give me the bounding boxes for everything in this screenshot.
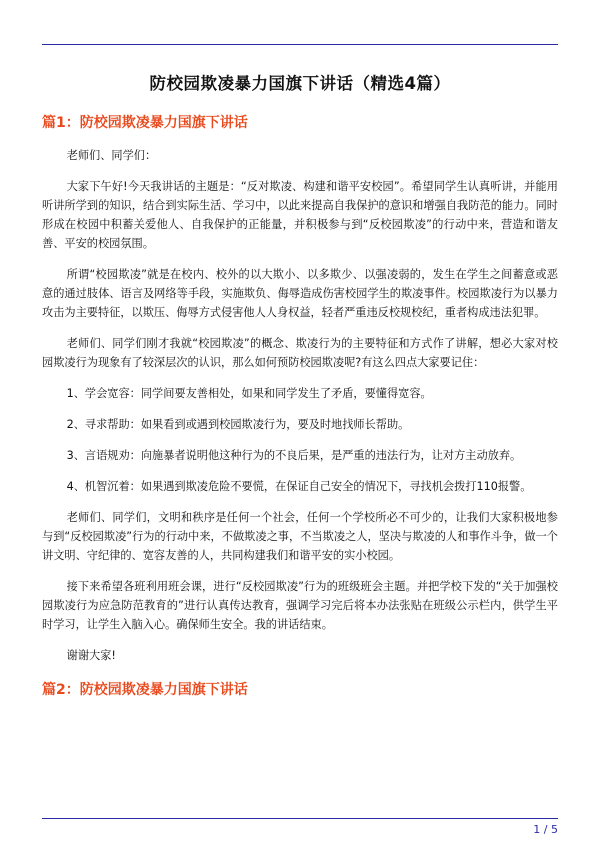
paragraph-point-4: 4、机智沉着：如果遇到欺凌危险不要慌，在保证自己安全的情况下，寻找机会拨打110报警。 [66, 480, 532, 493]
paragraph-point-3: 3、言语规劝：向施暴者说明他这种行为的不良后果，是严重的违法行为，让对方主动放弃。 [66, 449, 522, 462]
document-title: 防校园欺凌暴力国旗下讲话（精选4篇） [149, 74, 451, 93]
footer-rule [42, 818, 558, 819]
page-number: 1 / 5 [533, 823, 558, 836]
section-heading-1: 篇1：防校园欺凌暴力国旗下讲话 [42, 115, 248, 131]
paragraph-call-to-action: 老师们、同学们，文明和秩序是任何一个社会，任何一个学校所必不可少的，让我们大家积极地参与到“反校园欺凌”行为的行动中来，不做欺凌之事，不当欺凌之人，坚决与欺凌的人和事作斗争，做一个讲文明、守纪律的、宽容友善的人，共同构建我们和谐平安的实小校园。 [42, 511, 558, 562]
paragraph-greeting: 老师们、同学们： [66, 149, 157, 162]
section-heading-2: 篇2：防校园欺凌暴力国旗下讲话 [42, 682, 248, 698]
paragraph-definition: 所谓“校园欺凌”就是在校内、校外的以大欺小、以多欺少、以强凌弱的，发生在学生之间蓄意或恶意的通过肢体、语言及网络等手段，实施欺负、侮辱造成伤害校园学生的欺凌事件。校园欺凌行为以暴力攻击为主要特征，以欺压、侮辱方式侵害他人人身权益，轻者严重违反校规校纪，重者构成违法犯罪。 [42, 268, 558, 319]
paragraph-intro: 大家下午好!今天我讲话的主题是：“反对欺凌、构建和谐平安校园”。希望同学生认真听讲，并能用听讲所学到的知识，结合到实际生活、学习中，以此来提高自我保护的意识和增强自我防范的能力。同时形成在校园中积蓄关爱他人、自我保护的正能量，并积极参与到“反校园欺凌”的行动中来，营造和谐友善、平安的校园氛围。 [42, 180, 558, 250]
document-body [42, 70, 558, 713]
header-rule [42, 44, 558, 45]
paragraph-point-2: 2、寻求帮助：如果看到或遇到校园欺凌行为，要及时地找师长帮助。 [66, 418, 410, 431]
paragraph-closing: 接下来希望各班利用班会课，进行“反校园欺凌”行为的班级班会主题。并把学校下发的“关于加强校园欺凌行为应急防范教育的”进行认真传达教育，强调学习完后将本办法张贴在班级公示栏内，供学生平时学习，让学生入脑入心。确保师生安全。我的讲话结束。 [42, 580, 558, 631]
paragraph-point-1: 1、学会宽容：同学间要友善相处，如果和同学发生了矛盾，要懂得宽容。 [66, 387, 432, 400]
paragraph-prevention: 老师们、同学们刚才我就“校园欺凌”的概念、欺凌行为的主要特征和方式作了讲解，想必大家对校园欺凌行为现象有了较深层次的认识，那么如何预防校园欺凌呢?有这么四点大家要记住： [42, 337, 558, 369]
paragraph-thanks: 谢谢大家! [66, 649, 116, 662]
